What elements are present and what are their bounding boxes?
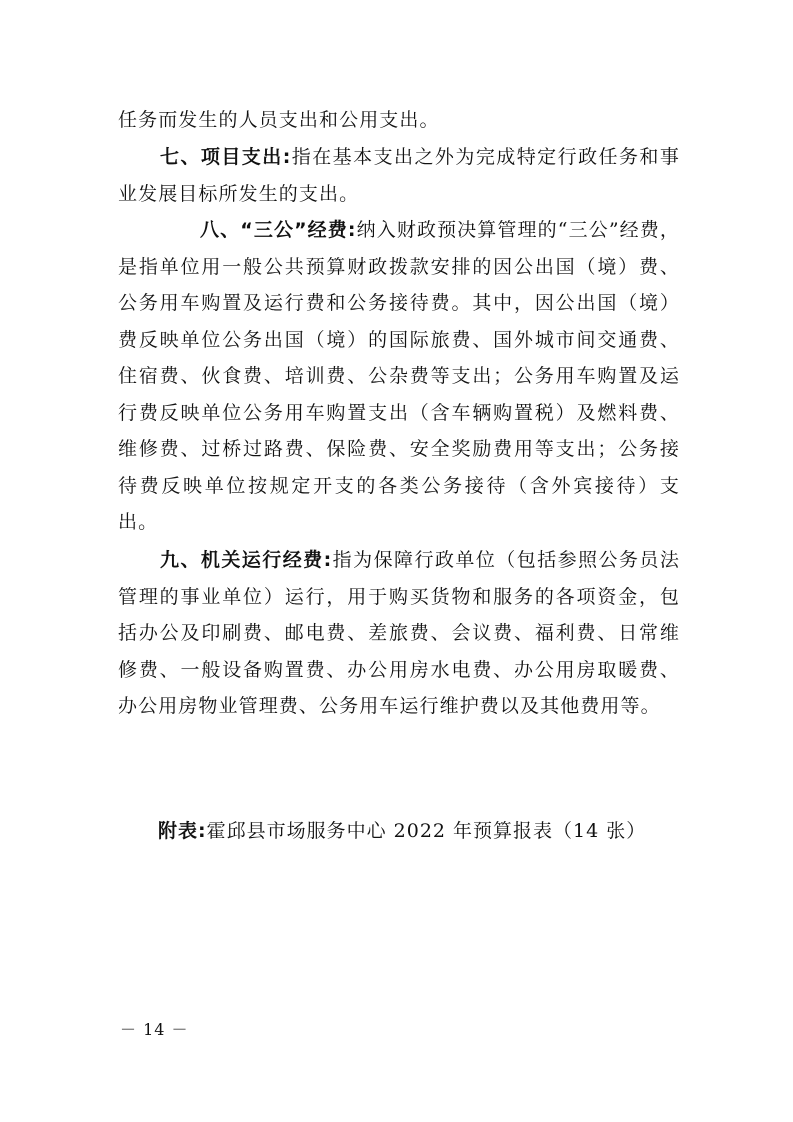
attachment-text: 霍邱县市场服务中心 2022 年预算报表（14 张）	[206, 820, 647, 842]
section-7-body: 指在基本支出之外为完成特定行政任务和事业发展目标所发生的支出。	[118, 146, 680, 205]
paragraph-section-8	[118, 212, 680, 541]
section-8-heading: 八、“三公”经费:	[200, 219, 357, 241]
section-9-heading: 九、机关运行经费:	[160, 549, 333, 571]
paragraph-section-9	[118, 542, 680, 725]
page-number: － 14 －	[120, 1020, 189, 1039]
attachment-heading: 附表:	[158, 820, 207, 842]
attachment-line	[158, 813, 646, 849]
section-7-heading: 七、项目支出:	[160, 146, 292, 168]
intro-text: 任务而发生的人员支出和公用支出。	[118, 109, 440, 131]
paragraph-section-7	[118, 139, 680, 212]
section-8-body: 纳入财政预决算管理的“三公”经费，是指单位用一般公共预算财政拨款安排的因公出国（境）费、公务用车购置及运行费和公务接待费。其中，因公出国（境）费反映单位公务出国（境）的国际旅费、国外城市间交通费、住宿费、伙食费、培训费、公杂费等支出；公务用车购置及运行费反映单位公务用车购置支出（含车辆购置税）及燃料费、维修费、过桥过路费、保险费、安全奖励费用等支出；公务接待费反映单位按规定开支的各类公务接待（含外宾接待）支出。	[118, 219, 680, 533]
paragraph-intro	[118, 102, 680, 139]
section-9-body: 指为保障行政单位（包括参照公务员法管理的事业单位）运行，用于购买货物和服务的各项资金，包括办公及印刷费、邮电费、差旅费、会议费、福利费、日常维修费、一般设备购置费、办公用房水电费、办公用房取暖费、办公用房物业管理费、公务用车运行维护费以及其他费用等。	[118, 549, 681, 717]
